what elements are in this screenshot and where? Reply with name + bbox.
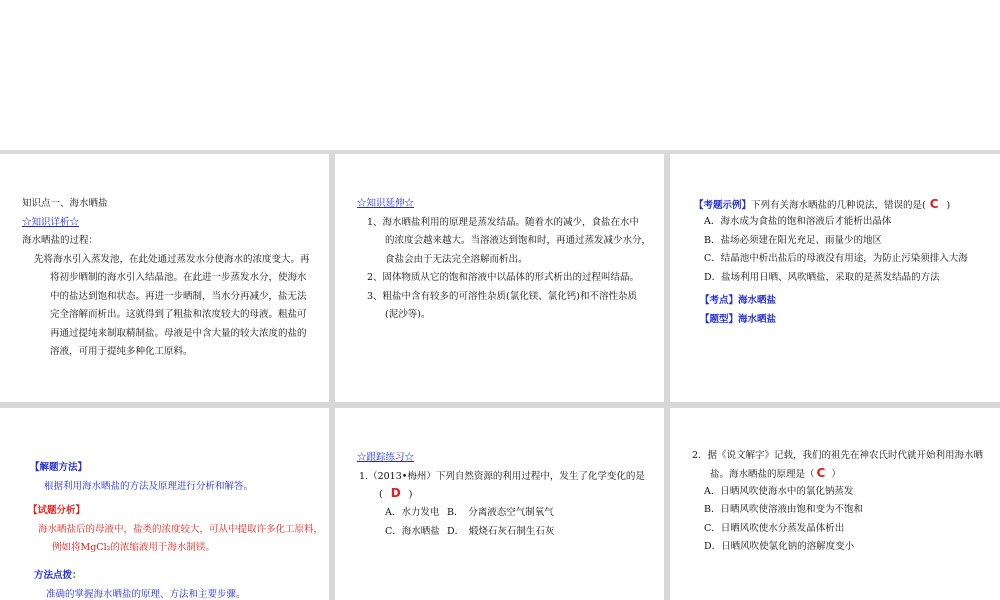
option-d: D．盐场利用日晒、风吹晒盐，采取的是蒸发结晶的方法 bbox=[704, 272, 940, 283]
practice-open-paren: ( bbox=[379, 489, 383, 500]
exam-question-text: 下列有关海水晒盐的几种说法，错误的是( bbox=[751, 200, 926, 211]
extension-line: 的浓度会越来越大。当溶液达到饱和时，再通过蒸发减少水分， bbox=[385, 235, 652, 246]
process-line: 完全溶解而析出。这就得到了粗盐和浓度较大的母液。粗盐可 bbox=[50, 309, 307, 320]
practice-two-question: 2．据《说文解字》记载，我们的祖先在神农氏时代就开始利用海水晒 bbox=[692, 450, 984, 461]
slide-knowledge-detail bbox=[0, 154, 329, 402]
knowledge-detail-heading: ☆知识详析☆ bbox=[22, 217, 80, 228]
exam-close-paren: ) bbox=[946, 200, 951, 211]
method-tip-tag: 方法点拨： bbox=[34, 570, 82, 581]
slide-practice-two bbox=[670, 408, 1000, 600]
extension-line: 2、固体物质从它的饱和溶液中以晶体的形式析出的过程叫结晶。 bbox=[367, 272, 640, 283]
option-b: B．盐场必须建在阳光充足、雨量少的地区 bbox=[704, 235, 882, 246]
practice-answer-line bbox=[379, 487, 412, 501]
practice-two-close-paren: ） bbox=[831, 469, 841, 480]
solution-method-tag: 【解题方法】 bbox=[30, 462, 88, 473]
process-line: 再通过提纯来制取精制盐。母液是中含大量的较大浓度的盐的 bbox=[50, 328, 307, 339]
extension-line: (泥沙等)。 bbox=[385, 309, 431, 320]
practice-two-question-cont bbox=[710, 467, 841, 481]
practice-two-question-text: 盐。海水晒盐的原理是（ bbox=[710, 469, 815, 480]
practice-answer: D bbox=[390, 486, 401, 500]
process-line: 先将海水引入蒸发池，在此处通过蒸发水分使海水的浓度变大。再 bbox=[34, 254, 310, 265]
option-a: A．水力发电 bbox=[385, 507, 440, 518]
section-title: 知识点一、海水晒盐 bbox=[22, 198, 108, 209]
process-line: 将初步晒制的海水引入结晶池。在此进一步蒸发水分，使海水 bbox=[50, 272, 307, 283]
analysis-tag: 【试题分析】 bbox=[28, 505, 86, 516]
follow-practice-heading: ☆跟踪练习☆ bbox=[357, 452, 415, 463]
slide-knowledge-extension bbox=[335, 154, 664, 402]
practice-two-answer: C bbox=[816, 466, 826, 480]
knowledge-extension-heading: ☆知识延伸☆ bbox=[357, 198, 415, 209]
analysis-line: 海水晒盐后的母液中，盐类的浓度较大，可从中提取许多化工原料， bbox=[38, 524, 324, 535]
option-b: B． 分离液态空气制氧气 bbox=[447, 507, 554, 518]
option-d: D． 煅烧石灰石制生石灰 bbox=[447, 526, 555, 537]
process-heading: 海水晒盐的过程： bbox=[22, 235, 99, 246]
solution-method-text: 根据利用海水晒盐的方法及原理进行分析和解答。 bbox=[44, 481, 254, 492]
exam-example-tag: 【考题示例】 bbox=[694, 200, 752, 211]
option-d: D．日晒风吹使氯化钠的溶解度变小 bbox=[704, 541, 855, 552]
analysis-line: 例如将MgCl₂的浓缩液用于海水制镁。 bbox=[52, 542, 215, 553]
option-a: A．海水成为食盐的饱和溶液后才能析出晶体 bbox=[704, 216, 892, 227]
question-type-label: 【题型】海水晒盐 bbox=[700, 314, 777, 325]
practice-question: 1.（2013•梅州）下列自然资源的利用过程中，发生了化学变化的是 bbox=[359, 471, 645, 482]
process-line: 溶液，可用于提纯多种化工原料。 bbox=[50, 346, 193, 357]
practice-close-paren: ) bbox=[408, 489, 413, 500]
extension-line: 食盐会由于无法完全溶解而析出。 bbox=[385, 254, 528, 265]
extension-line: 1、海水晒盐利用的原理是蒸发结晶。随着水的减少，食盐在水中 bbox=[367, 217, 640, 228]
exam-point-label: 【考点】海水晒盐 bbox=[700, 295, 777, 306]
option-c: C．日晒风吹使水分蒸发晶体析出 bbox=[704, 523, 845, 534]
option-c: C．海水晒盐 bbox=[385, 526, 440, 537]
method-tip-text: 准确的掌握海水晒盐的原理、方法和主要步骤。 bbox=[46, 589, 246, 600]
option-b: B．日晒风吹使溶液由饱和变为不饱和 bbox=[704, 504, 863, 515]
exam-answer: C bbox=[929, 197, 939, 211]
process-line: 中的盐达到饱和状态。再进一步晒制，当水分再减少，盐无法 bbox=[50, 291, 307, 302]
extension-line: 3、粗盐中含有较多的可溶性杂质(氯化镁、氯化钙)和不溶性杂质 bbox=[367, 291, 637, 302]
slide-solution-method bbox=[0, 408, 329, 600]
option-a: A．日晒风吹使海水中的氯化钠蒸发 bbox=[704, 486, 854, 497]
option-c: C．结晶池中析出盐后的母液没有用途，为防止污染须排入大海 bbox=[704, 253, 968, 264]
slide-exam-example bbox=[670, 154, 1000, 402]
exam-question bbox=[694, 198, 950, 212]
slide-follow-practice bbox=[335, 408, 664, 600]
